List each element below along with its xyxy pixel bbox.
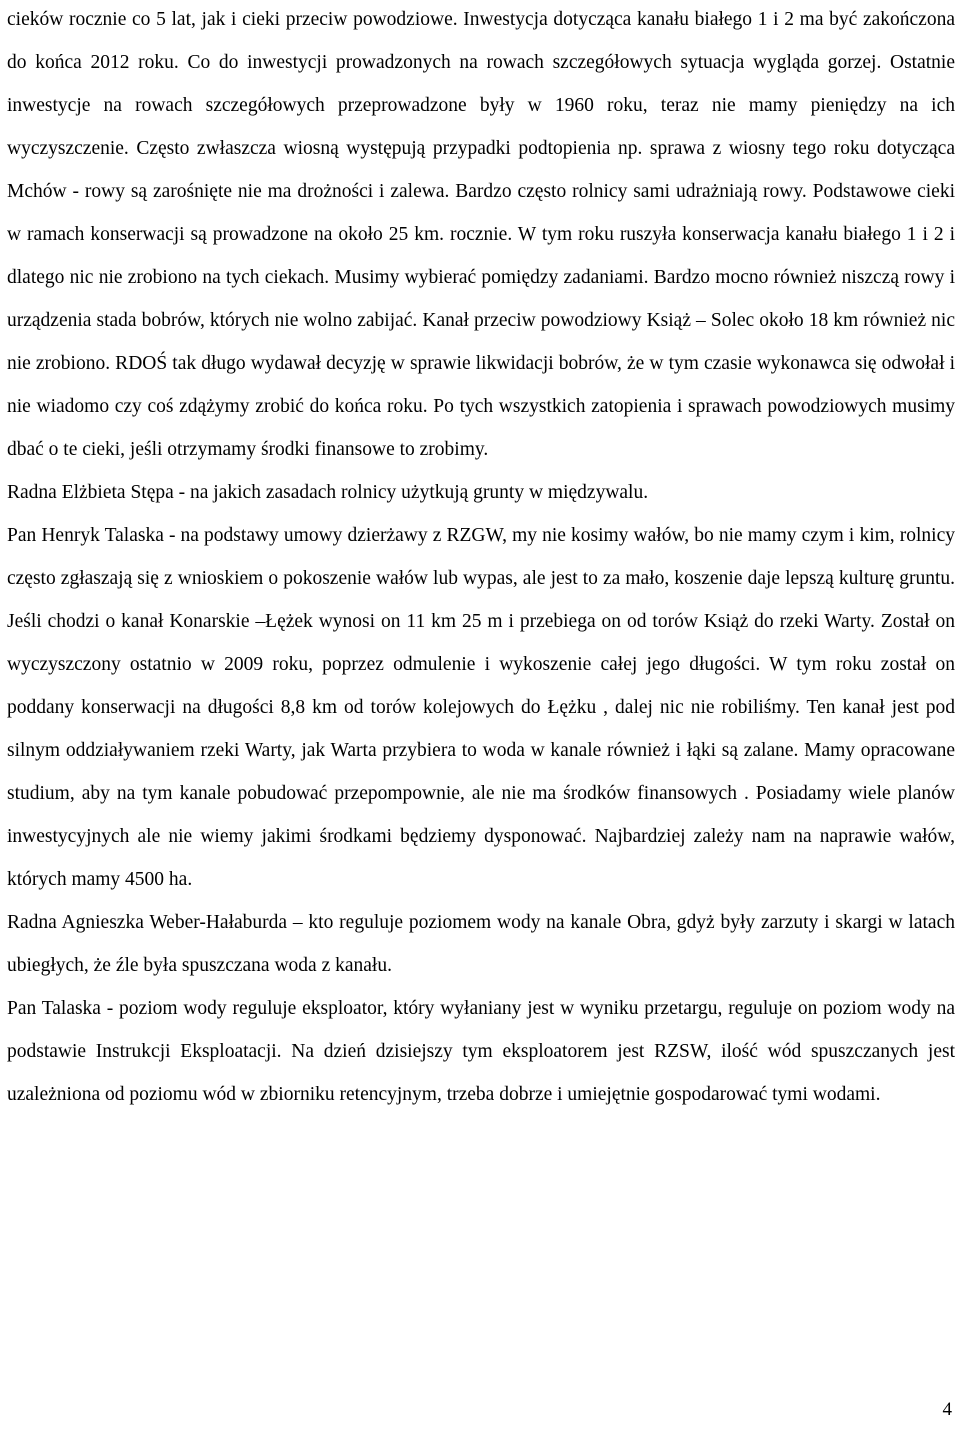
paragraph-question-weber-halaburda: Radna Agnieszka Weber-Hałaburda – kto reguluje poziomem wody na kanale Obra, gdyż były zarzuty i skargi w latach ubiegłych, że źle była spuszczana woda z kanału.: [7, 912, 955, 976]
paragraph-drainage-report: cieków rocznie co 5 lat, jak i cieki przeciw powodziowe. Inwestycja dotycząca kanału białego 1 i 2 ma być zakończona do końca 2012 roku. Co do inwestycji prowadzonych na rowach szczegółowych sytuacja wygląda gorzej. Ostatnie inwestycje na rowach szczegółowych przeprowadzone były w 1960 roku, teraz nie mamy pieniędzy na ich wyczyszczenie. Często zwłaszcza wiosną występują przypadki podtopienia np. sprawa z wiosny tego roku dotycząca Mchów - rowy są zarośnięte nie ma drożności i zalewa. Bardzo często rolnicy sami udrażniają rowy. Podstawowe cieki w ramach konserwacji są prowadzone na około 25 km. rocznie. W tym roku ruszyła konserwacja kanału białego 1 i 2 i dlatego nic nie zrobiono na tych ciekach. Musimy wybierać pomiędzy zadaniami. Bardzo mocno również niszczą rowy i urządzenia stada bobrów, których nie wolno zabijać. Kanał przeciw powodziowy Książ – Solec około 18 km również nic nie zrobiono. RDOŚ tak długo wydawał decyzję w sprawie likwidacji bobrów, że w tym czasie wykonawca się odwołał i nie wiadomo czy coś zdążymy zrobić do końca roku. Po tych wszystkich zatopienia i sprawach powodziowych musimy dbać o te cieki, jeśli otrzymamy środki finansowe to zrobimy.: [7, 9, 955, 460]
document-body: [7, 0, 955, 1116]
paragraph-answer-talaska-water-level: Pan Talaska - poziom wody reguluje eksploator, który wyłaniany jest w wyniku przetargu, reguluje on poziom wody na podstawie Instrukcji Eksploatacji. Na dzień dzisiejszy tym eksploatorem jest RZSW, ilość wód spuszczanych jest uzależniona od poziomu wód w zbiorniku retencyjnym, trzeba dobrze i umiejętnie gospodarować tymi wodami.: [7, 998, 955, 1105]
page-number: 4: [942, 1399, 952, 1420]
paragraph-question-stepa: Radna Elżbieta Stępa - na jakich zasadach rolnicy użytkują grunty w międzywalu.: [7, 482, 649, 503]
paragraph-answer-talaska-lease: Pan Henryk Talaska - na podstawy umowy dzierżawy z RZGW, my nie kosimy wałów, bo nie mamy czym i kim, rolnicy często zgłaszają się z wnioskiem o pokoszenie wałów lub wypas, ale jest to za mało, koszenie daje lepszą kulturę gruntu. Jeśli chodzi o kanał Konarskie –Łężek wynosi on 11 km 25 m i przebiega on od torów Książ do rzeki Warty. Został on wyczyszczony ostatnio w 2009 roku, poprzez odmulenie i wykoszenie całej jego długości. W tym roku został on poddany konserwacji na długości 8,8 km od torów kolejowych do Łężku , dalej nic nie robiliśmy. Ten kanał jest pod silnym oddziaływaniem rzeki Warty, jak Warta przybiera to woda w kanale również i łąki są zalane. Mamy opracowane studium, aby na tym kanale pobudować przepompownie, ale nie ma środków finansowych . Posiadamy wiele planów inwestycyjnych ale nie wiemy jakimi środkami będziemy dysponować. Najbardziej zależy nam na naprawie wałów, których mamy 4500 ha.: [7, 525, 955, 890]
